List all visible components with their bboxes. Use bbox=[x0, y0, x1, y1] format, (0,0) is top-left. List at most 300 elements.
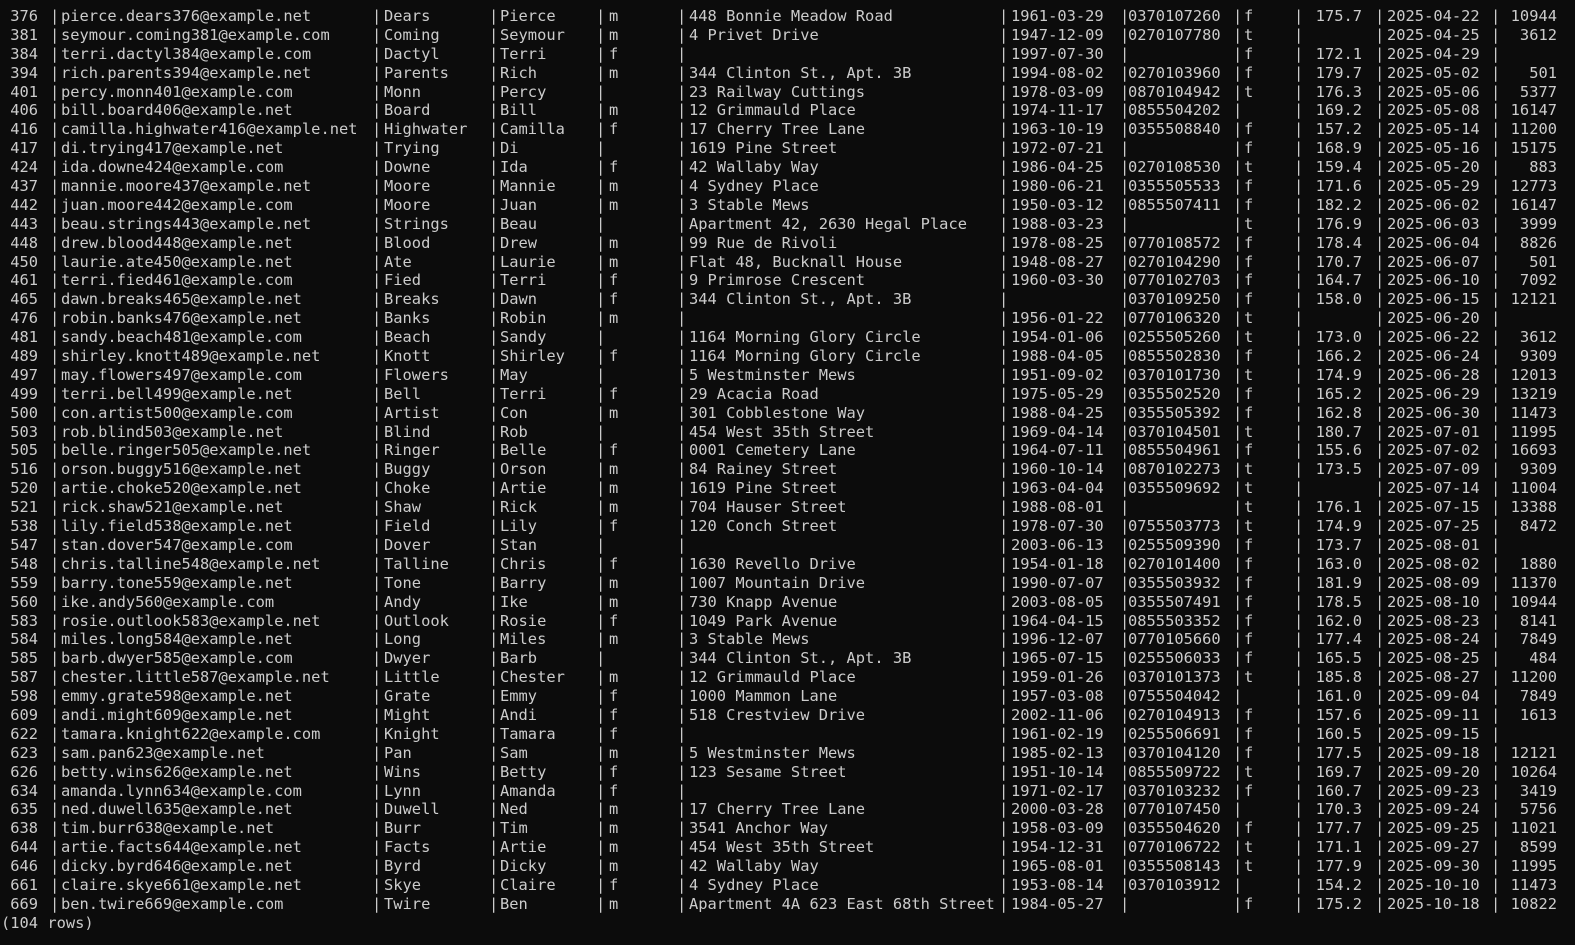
date-cell: 2025-07-14 bbox=[1387, 479, 1480, 498]
phone-cell: 0255506691 bbox=[1128, 724, 1221, 743]
table-row bbox=[0, 536, 1575, 555]
column-separator: | bbox=[372, 743, 382, 762]
height-cell: 171.1 bbox=[1315, 838, 1362, 857]
column-separator: | bbox=[677, 573, 687, 592]
birthdate-cell: 1951-10-14 bbox=[1011, 762, 1104, 781]
query-result-table bbox=[0, 7, 1575, 914]
column-separator: | bbox=[1491, 441, 1501, 460]
flag-cell: t bbox=[1244, 838, 1254, 857]
first-name-cell: Miles bbox=[500, 630, 547, 649]
column-separator: | bbox=[1120, 252, 1130, 271]
column-separator: | bbox=[596, 668, 606, 687]
column-separator: | bbox=[596, 649, 606, 668]
height-cell: 177.4 bbox=[1315, 630, 1362, 649]
column-separator: | bbox=[999, 158, 1009, 177]
height-cell: 182.2 bbox=[1315, 195, 1362, 214]
column-separator: | bbox=[596, 177, 606, 196]
column-separator: | bbox=[1294, 290, 1304, 309]
column-separator: | bbox=[1375, 347, 1385, 366]
first-name-cell: Rich bbox=[500, 63, 538, 82]
flag-cell: f bbox=[1244, 554, 1254, 573]
phone-cell: 0770105660 bbox=[1128, 630, 1221, 649]
column-separator: | bbox=[1120, 875, 1130, 894]
table-row bbox=[0, 612, 1575, 631]
amount-cell: 1880 bbox=[1519, 554, 1557, 573]
column-separator: | bbox=[999, 762, 1009, 781]
column-separator: | bbox=[1491, 177, 1501, 196]
email-cell: amanda.lynn634@example.com bbox=[61, 781, 302, 800]
column-separator: | bbox=[1491, 668, 1501, 687]
column-separator: | bbox=[1120, 271, 1130, 290]
height-cell: 177.7 bbox=[1315, 819, 1362, 838]
column-separator: | bbox=[1294, 384, 1304, 403]
column-separator: | bbox=[50, 195, 60, 214]
email-cell: laurie.ate450@example.net bbox=[61, 252, 293, 271]
column-separator: | bbox=[1294, 517, 1304, 536]
id-cell: 560 bbox=[10, 592, 38, 611]
flag-cell: t bbox=[1244, 82, 1254, 101]
email-cell: artie.facts644@example.net bbox=[61, 838, 302, 857]
column-separator: | bbox=[999, 25, 1009, 44]
column-separator: | bbox=[999, 819, 1009, 838]
email-cell: robin.banks476@example.net bbox=[61, 309, 302, 328]
id-cell: 476 bbox=[10, 309, 38, 328]
table-row bbox=[0, 215, 1575, 234]
column-separator: | bbox=[372, 101, 382, 120]
column-separator: | bbox=[1491, 328, 1501, 347]
phone-cell: 0355508143 bbox=[1128, 857, 1221, 876]
column-separator: | bbox=[50, 517, 60, 536]
column-separator: | bbox=[50, 347, 60, 366]
email-cell: chris.talline548@example.net bbox=[61, 554, 321, 573]
date-cell: 2025-07-25 bbox=[1387, 517, 1480, 536]
column-separator: | bbox=[677, 479, 687, 498]
flag-cell: f bbox=[1244, 403, 1254, 422]
column-separator: | bbox=[1375, 460, 1385, 479]
flag-cell: f bbox=[1244, 611, 1254, 630]
column-separator: | bbox=[1120, 44, 1130, 63]
column-separator: | bbox=[489, 781, 499, 800]
last-name-cell: Blood bbox=[384, 233, 431, 252]
flag-cell: f bbox=[1244, 441, 1254, 460]
column-separator: | bbox=[677, 422, 687, 441]
column-separator: | bbox=[1120, 120, 1130, 139]
column-separator: | bbox=[1294, 630, 1304, 649]
column-separator: | bbox=[372, 838, 382, 857]
column-separator: | bbox=[999, 724, 1009, 743]
last-name-cell: Little bbox=[384, 668, 440, 687]
first-name-cell: Robin bbox=[500, 309, 547, 328]
phone-cell: 0370104501 bbox=[1128, 422, 1221, 441]
email-cell: andi.might609@example.net bbox=[61, 705, 293, 724]
column-separator: | bbox=[1233, 365, 1243, 384]
amount-cell: 5377 bbox=[1519, 82, 1557, 101]
first-name-cell: Belle bbox=[500, 441, 547, 460]
phone-cell: 0370104120 bbox=[1128, 743, 1221, 762]
column-separator: | bbox=[1233, 441, 1243, 460]
gender-cell: m bbox=[609, 7, 619, 25]
height-cell: 162.0 bbox=[1315, 611, 1362, 630]
column-separator: | bbox=[50, 649, 60, 668]
date-cell: 2025-09-15 bbox=[1387, 724, 1480, 743]
id-cell: 384 bbox=[10, 44, 38, 63]
column-separator: | bbox=[1120, 384, 1130, 403]
column-separator: | bbox=[596, 252, 606, 271]
column-separator: | bbox=[677, 309, 687, 328]
column-separator: | bbox=[999, 460, 1009, 479]
column-separator: | bbox=[999, 82, 1009, 101]
table-row bbox=[0, 668, 1575, 687]
email-cell: betty.wins626@example.net bbox=[61, 762, 293, 781]
gender-cell: f bbox=[609, 762, 619, 781]
column-separator: | bbox=[1491, 214, 1501, 233]
first-name-cell: Emmy bbox=[500, 687, 538, 706]
column-separator: | bbox=[1375, 743, 1385, 762]
last-name-cell: Pan bbox=[384, 743, 412, 762]
column-separator: | bbox=[1375, 233, 1385, 252]
column-separator: | bbox=[50, 800, 60, 819]
column-separator: | bbox=[1491, 819, 1501, 838]
row-count-footer: (104 rows) bbox=[1, 913, 94, 932]
column-separator: | bbox=[1294, 460, 1304, 479]
id-cell: 381 bbox=[10, 25, 38, 44]
table-row bbox=[0, 158, 1575, 177]
column-separator: | bbox=[372, 894, 382, 913]
column-separator: | bbox=[50, 460, 60, 479]
height-cell: 160.7 bbox=[1315, 781, 1362, 800]
amount-cell: 11473 bbox=[1510, 875, 1557, 894]
column-separator: | bbox=[1294, 365, 1304, 384]
column-separator: | bbox=[596, 120, 606, 139]
gender-cell: f bbox=[609, 705, 619, 724]
address-cell: 301 Cobblestone Way bbox=[689, 403, 866, 422]
phone-cell: 0355508840 bbox=[1128, 120, 1221, 139]
phone-cell: 0355505533 bbox=[1128, 177, 1221, 196]
column-separator: | bbox=[1375, 384, 1385, 403]
phone-cell: 0370109250 bbox=[1128, 290, 1221, 309]
date-cell: 2025-06-24 bbox=[1387, 347, 1480, 366]
column-separator: | bbox=[999, 63, 1009, 82]
last-name-cell: Burr bbox=[384, 819, 422, 838]
column-separator: | bbox=[1120, 668, 1130, 687]
column-separator: | bbox=[1375, 7, 1385, 25]
address-cell: 1049 Park Avenue bbox=[689, 611, 838, 630]
column-separator: | bbox=[1491, 233, 1501, 252]
column-separator: | bbox=[1233, 328, 1243, 347]
column-separator: | bbox=[677, 120, 687, 139]
height-cell: 172.1 bbox=[1315, 44, 1362, 63]
last-name-cell: Moore bbox=[384, 195, 431, 214]
column-separator: | bbox=[1375, 195, 1385, 214]
column-separator: | bbox=[596, 347, 606, 366]
address-cell: 1619 Pine Street bbox=[689, 479, 838, 498]
phone-cell: 0370101730 bbox=[1128, 365, 1221, 384]
column-separator: | bbox=[50, 894, 60, 913]
phone-cell: 0255509390 bbox=[1128, 535, 1221, 554]
column-separator: | bbox=[1120, 365, 1130, 384]
column-separator: | bbox=[596, 724, 606, 743]
gender-cell: m bbox=[609, 63, 619, 82]
column-separator: | bbox=[50, 177, 60, 196]
id-cell: 437 bbox=[10, 177, 38, 196]
first-name-cell: Ben bbox=[500, 894, 528, 913]
column-separator: | bbox=[1233, 290, 1243, 309]
date-cell: 2025-06-29 bbox=[1387, 384, 1480, 403]
column-separator: | bbox=[1233, 479, 1243, 498]
id-cell: 401 bbox=[10, 82, 38, 101]
column-separator: | bbox=[1233, 309, 1243, 328]
address-cell: 344 Clinton St., Apt. 3B bbox=[689, 63, 912, 82]
column-separator: | bbox=[1294, 611, 1304, 630]
amount-cell: 9309 bbox=[1519, 460, 1557, 479]
column-separator: | bbox=[999, 535, 1009, 554]
column-separator: | bbox=[1120, 479, 1130, 498]
id-cell: 584 bbox=[10, 630, 38, 649]
date-cell: 2025-09-25 bbox=[1387, 819, 1480, 838]
id-cell: 623 bbox=[10, 743, 38, 762]
column-separator: | bbox=[596, 857, 606, 876]
email-cell: chester.little587@example.net bbox=[61, 668, 330, 687]
column-separator: | bbox=[1294, 573, 1304, 592]
amount-cell: 7849 bbox=[1519, 630, 1557, 649]
column-separator: | bbox=[1294, 347, 1304, 366]
column-separator: | bbox=[489, 271, 499, 290]
gender-cell: m bbox=[609, 309, 619, 328]
date-cell: 2025-06-20 bbox=[1387, 309, 1480, 328]
column-separator: | bbox=[50, 875, 60, 894]
column-separator: | bbox=[1294, 800, 1304, 819]
phone-cell: 0270104913 bbox=[1128, 705, 1221, 724]
flag-cell: f bbox=[1244, 724, 1254, 743]
email-cell: belle.ringer505@example.net bbox=[61, 441, 312, 460]
column-separator: | bbox=[50, 63, 60, 82]
table-row bbox=[0, 366, 1575, 385]
last-name-cell: Blind bbox=[384, 422, 431, 441]
gender-cell: m bbox=[609, 479, 619, 498]
amount-cell: 12121 bbox=[1510, 290, 1557, 309]
date-cell: 2025-08-10 bbox=[1387, 592, 1480, 611]
column-separator: | bbox=[1120, 630, 1130, 649]
flag-cell: f bbox=[1244, 649, 1254, 668]
flag-cell: t bbox=[1244, 460, 1254, 479]
height-cell: 176.3 bbox=[1315, 82, 1362, 101]
id-cell: 461 bbox=[10, 271, 38, 290]
column-separator: | bbox=[1375, 875, 1385, 894]
column-separator: | bbox=[677, 819, 687, 838]
email-cell: rosie.outlook583@example.net bbox=[61, 611, 321, 630]
phone-cell: 0770108572 bbox=[1128, 233, 1221, 252]
id-cell: 585 bbox=[10, 649, 38, 668]
column-separator: | bbox=[50, 158, 60, 177]
flag-cell: f bbox=[1244, 290, 1254, 309]
column-separator: | bbox=[1491, 592, 1501, 611]
address-cell: 12 Grimmauld Place bbox=[689, 101, 856, 120]
column-separator: | bbox=[489, 177, 499, 196]
first-name-cell: Ike bbox=[500, 592, 528, 611]
column-separator: | bbox=[999, 422, 1009, 441]
column-separator: | bbox=[1375, 101, 1385, 120]
email-cell: drew.blood448@example.net bbox=[61, 233, 293, 252]
id-cell: 548 bbox=[10, 554, 38, 573]
column-separator: | bbox=[999, 857, 1009, 876]
height-cell: 154.2 bbox=[1315, 875, 1362, 894]
address-cell: 704 Hauser Street bbox=[689, 498, 847, 517]
flag-cell: f bbox=[1244, 252, 1254, 271]
column-separator: | bbox=[489, 649, 499, 668]
phone-cell: 0270107780 bbox=[1128, 25, 1221, 44]
id-cell: 442 bbox=[10, 195, 38, 214]
birthdate-cell: 1980-06-21 bbox=[1011, 177, 1104, 196]
date-cell: 2025-05-29 bbox=[1387, 177, 1480, 196]
column-separator: | bbox=[1491, 781, 1501, 800]
flag-cell: t bbox=[1244, 214, 1254, 233]
height-cell: 181.9 bbox=[1315, 573, 1362, 592]
address-cell: 4 Sydney Place bbox=[689, 875, 819, 894]
terminal-window[interactable] bbox=[0, 7, 1575, 945]
gender-cell: f bbox=[609, 347, 619, 366]
column-separator: | bbox=[1491, 290, 1501, 309]
id-cell: 638 bbox=[10, 819, 38, 838]
column-separator: | bbox=[489, 857, 499, 876]
column-separator: | bbox=[50, 82, 60, 101]
id-cell: 634 bbox=[10, 781, 38, 800]
phone-cell: 0270101400 bbox=[1128, 554, 1221, 573]
id-cell: 622 bbox=[10, 724, 38, 743]
last-name-cell: Dover bbox=[384, 535, 431, 554]
flag-cell: f bbox=[1244, 195, 1254, 214]
phone-cell: 0355507491 bbox=[1128, 592, 1221, 611]
column-separator: | bbox=[1120, 7, 1130, 25]
date-cell: 2025-06-07 bbox=[1387, 252, 1480, 271]
column-separator: | bbox=[677, 365, 687, 384]
birthdate-cell: 1954-12-31 bbox=[1011, 838, 1104, 857]
column-separator: | bbox=[1120, 743, 1130, 762]
column-separator: | bbox=[999, 403, 1009, 422]
amount-cell: 883 bbox=[1529, 158, 1557, 177]
address-cell: 454 West 35th Street bbox=[689, 838, 875, 857]
amount-cell: 11200 bbox=[1510, 668, 1557, 687]
first-name-cell: Sandy bbox=[500, 328, 547, 347]
height-cell: 157.6 bbox=[1315, 705, 1362, 724]
column-separator: | bbox=[489, 233, 499, 252]
amount-cell: 7849 bbox=[1519, 687, 1557, 706]
email-cell: con.artist500@example.com bbox=[61, 403, 293, 422]
column-separator: | bbox=[1120, 781, 1130, 800]
column-separator: | bbox=[677, 554, 687, 573]
id-cell: 417 bbox=[10, 139, 38, 158]
table-row bbox=[0, 26, 1575, 45]
column-separator: | bbox=[1233, 120, 1243, 139]
flag-cell: t bbox=[1244, 328, 1254, 347]
id-cell: 520 bbox=[10, 479, 38, 498]
first-name-cell: Andi bbox=[500, 705, 538, 724]
last-name-cell: Ringer bbox=[384, 441, 440, 460]
column-separator: | bbox=[999, 781, 1009, 800]
phone-cell: 0370107260 bbox=[1128, 7, 1221, 25]
first-name-cell: Tim bbox=[500, 819, 528, 838]
column-separator: | bbox=[372, 857, 382, 876]
first-name-cell: Shirley bbox=[500, 347, 565, 366]
column-separator: | bbox=[1491, 857, 1501, 876]
column-separator: | bbox=[372, 290, 382, 309]
column-separator: | bbox=[50, 705, 60, 724]
date-cell: 2025-06-30 bbox=[1387, 403, 1480, 422]
first-name-cell: Mannie bbox=[500, 177, 556, 196]
column-separator: | bbox=[489, 800, 499, 819]
birthdate-cell: 1961-02-19 bbox=[1011, 724, 1104, 743]
phone-cell: 0370103912 bbox=[1128, 875, 1221, 894]
id-cell: 644 bbox=[10, 838, 38, 857]
height-cell: 173.5 bbox=[1315, 460, 1362, 479]
address-cell: 120 Conch Street bbox=[689, 517, 838, 536]
column-separator: | bbox=[1491, 611, 1501, 630]
birthdate-cell: 1964-07-11 bbox=[1011, 441, 1104, 460]
column-separator: | bbox=[1375, 724, 1385, 743]
gender-cell: f bbox=[609, 875, 619, 894]
address-cell: 5 Westminster Mews bbox=[689, 743, 856, 762]
email-cell: barry.tone559@example.net bbox=[61, 573, 293, 592]
column-separator: | bbox=[999, 44, 1009, 63]
first-name-cell: Percy bbox=[500, 82, 547, 101]
date-cell: 2025-06-15 bbox=[1387, 290, 1480, 309]
column-separator: | bbox=[1294, 441, 1304, 460]
email-cell: camilla.highwater416@example.net bbox=[61, 120, 358, 139]
height-cell: 157.2 bbox=[1315, 120, 1362, 139]
address-cell: Apartment 4A 623 East 68th Street bbox=[689, 894, 995, 913]
column-separator: | bbox=[1294, 139, 1304, 158]
last-name-cell: Knott bbox=[384, 347, 431, 366]
gender-cell: m bbox=[609, 800, 619, 819]
column-separator: | bbox=[596, 762, 606, 781]
column-separator: | bbox=[372, 309, 382, 328]
table-row bbox=[0, 744, 1575, 763]
column-separator: | bbox=[1233, 252, 1243, 271]
column-separator: | bbox=[489, 743, 499, 762]
flag-cell: t bbox=[1244, 857, 1254, 876]
phone-cell: 0770106722 bbox=[1128, 838, 1221, 857]
column-separator: | bbox=[489, 25, 499, 44]
column-separator: | bbox=[489, 894, 499, 913]
column-separator: | bbox=[50, 44, 60, 63]
column-separator: | bbox=[489, 460, 499, 479]
column-separator: | bbox=[1120, 403, 1130, 422]
column-separator: | bbox=[1294, 554, 1304, 573]
column-separator: | bbox=[677, 630, 687, 649]
phone-cell: 0355505392 bbox=[1128, 403, 1221, 422]
address-cell: Apartment 42, 2630 Hegal Place bbox=[689, 214, 967, 233]
column-separator: | bbox=[999, 875, 1009, 894]
email-cell: seymour.coming381@example.com bbox=[61, 25, 330, 44]
height-cell: 179.7 bbox=[1315, 63, 1362, 82]
height-cell: 162.8 bbox=[1315, 403, 1362, 422]
column-separator: | bbox=[1294, 479, 1304, 498]
column-separator: | bbox=[489, 347, 499, 366]
column-separator: | bbox=[677, 7, 687, 25]
date-cell: 2025-09-11 bbox=[1387, 705, 1480, 724]
column-separator: | bbox=[372, 800, 382, 819]
height-cell: 174.9 bbox=[1315, 365, 1362, 384]
column-separator: | bbox=[1491, 838, 1501, 857]
email-cell: bill.board406@example.net bbox=[61, 101, 293, 120]
column-separator: | bbox=[1233, 403, 1243, 422]
column-separator: | bbox=[489, 328, 499, 347]
table-row bbox=[0, 196, 1575, 215]
date-cell: 2025-09-30 bbox=[1387, 857, 1480, 876]
column-separator: | bbox=[596, 271, 606, 290]
phone-cell: 0355503932 bbox=[1128, 573, 1221, 592]
column-separator: | bbox=[1233, 838, 1243, 857]
column-separator: | bbox=[677, 800, 687, 819]
